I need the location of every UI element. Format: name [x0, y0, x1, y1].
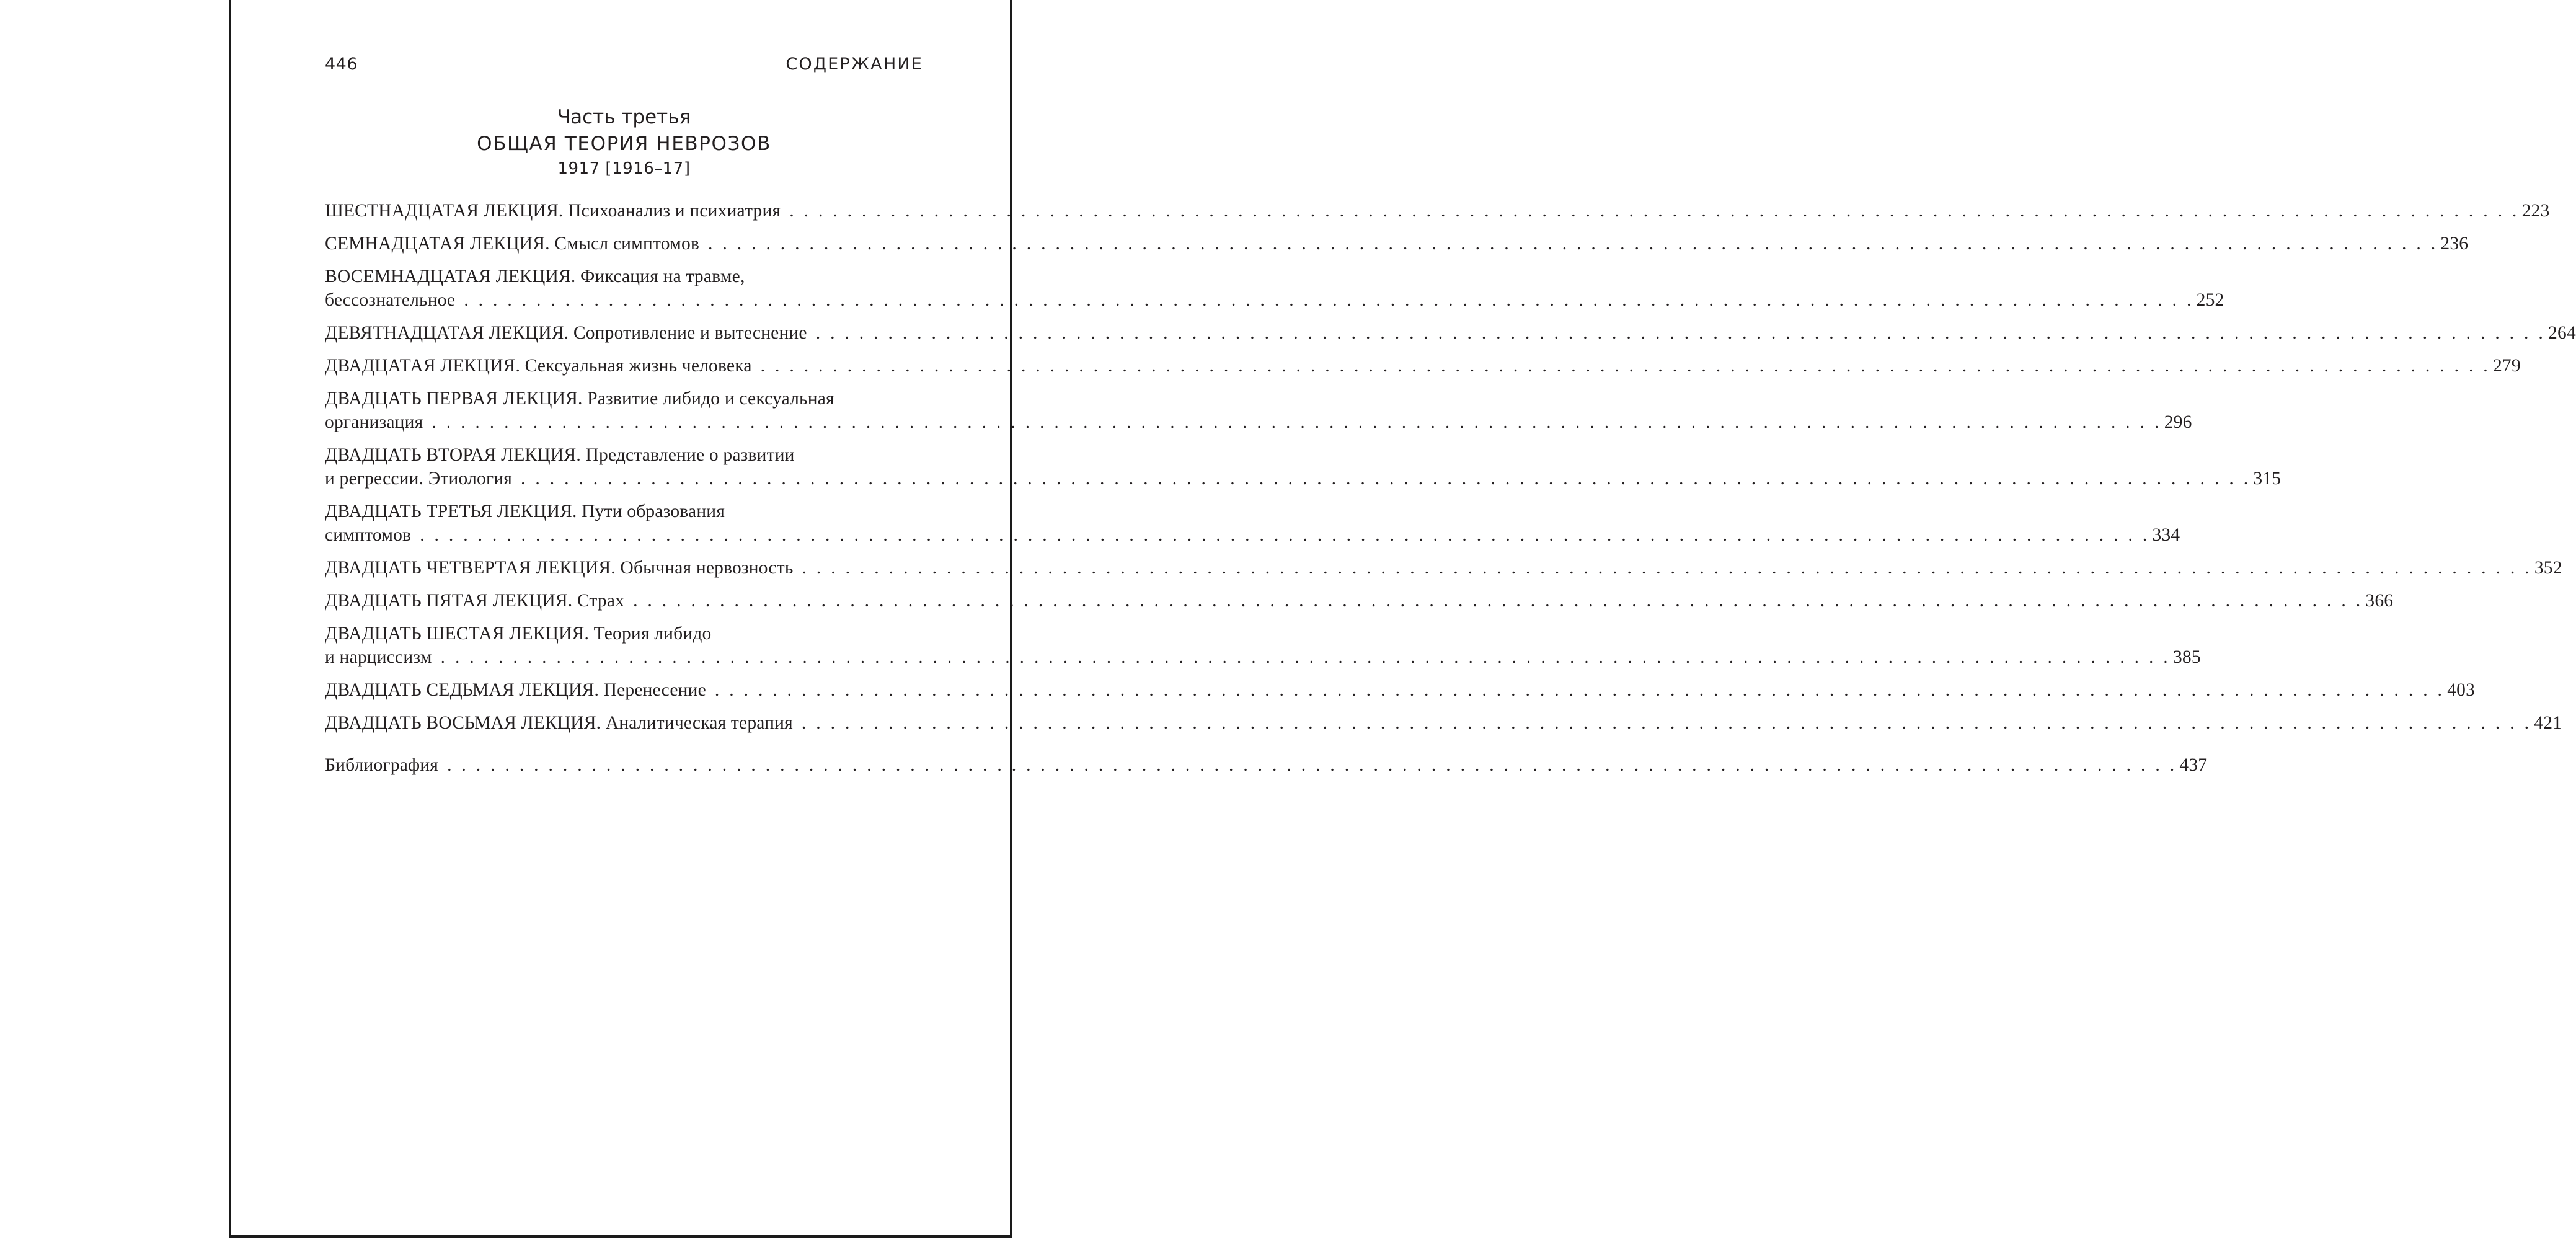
- toc-page-number: 437: [2179, 755, 2208, 775]
- toc-entry-title-line: ДВАДЦАТЬ ВТОРАЯ ЛЕКЦИЯ. Представление о развитии: [325, 445, 795, 465]
- toc-entry[interactable]: [325, 678, 2476, 702]
- toc-entry-title: ДВАДЦАТАЯ ЛЕКЦИЯ. Сексуальная жизнь человека: [325, 356, 752, 376]
- dot-leader: . . . . . . . . . . . . . . . . . . . . . . . . . . . . . . . . . . . . . . . . . . . . . . . . . . . . . . . . . . . . . . . . . . . . . . . . . . . . . . . . . . . . . . . . . . . . . . . . . . . . . . . . . . . . . . . . . . . . . . . .: [789, 201, 2520, 221]
- part-years: 1917 [1916–17]: [557, 159, 691, 178]
- toc-entry[interactable]: [325, 321, 2576, 345]
- toc-entry-line: [325, 288, 2224, 312]
- toc-entry-line: [325, 523, 2180, 547]
- part-title: ОБЩАЯ ТЕОРИЯ НЕВРОЗОВ: [477, 133, 771, 155]
- dot-leader: . . . . . . . . . . . . . . . . . . . . . . . . . . . . . . . . . . . . . . . . . . . . . . . . . . . . . . . . . . . . . . . . . . . . . . . . . . . . . . . . . . . . . . . . . . . . . . . . . . . . . . . . . . . . . . . . . . . . . . . .: [714, 680, 2445, 700]
- dot-leader: . . . . . . . . . . . . . . . . . . . . . . . . . . . . . . . . . . . . . . . . . . . . . . . . . . . . . . . . . . . . . . . . . . . . . . . . . . . . . . . . . . . . . . . . . . . . . . . . . . . . . . . . . . . . . . . . . . . . . . . .: [440, 647, 2171, 667]
- toc-entry-title: симптомов: [325, 525, 412, 545]
- toc-entry-line: [325, 199, 2550, 223]
- table-of-contents: [325, 199, 2576, 786]
- toc-entry[interactable]: [325, 354, 2521, 378]
- toc-entry[interactable]: [325, 199, 2550, 223]
- toc-entry-line: [325, 556, 2562, 580]
- part-heading: [325, 104, 923, 180]
- toc-entry[interactable]: [325, 711, 2562, 735]
- dot-leader: . . . . . . . . . . . . . . . . . . . . . . . . . . . . . . . . . . . . . . . . . . . . . . . . . . . . . . . . . . . . . . . . . . . . . . . . . . . . . . . . . . . . . . . . . . . . . . . . . . . . . . . . . . . . . . . . . . . . . . . .: [447, 755, 2177, 775]
- toc-entry-title: и регрессии. Этиология: [325, 469, 513, 489]
- page-number: 446: [325, 55, 358, 74]
- toc-entry-title: ШЕСТНАДЦАТАЯ ЛЕКЦИЯ. Психоанализ и психиатрия: [325, 201, 781, 221]
- toc-page-number: 264: [2548, 323, 2576, 343]
- dot-leader: . . . . . . . . . . . . . . . . . . . . . . . . . . . . . . . . . . . . . . . . . . . . . . . . . . . . . . . . . . . . . . . . . . . . . . . . . . . . . . . . . . . . . . . . . . . . . . . . . . . . . . . . . . . . . . . . . . . . . . . .: [633, 591, 2363, 611]
- toc-entry-line: [325, 232, 2469, 255]
- toc-entry[interactable]: [325, 589, 2394, 613]
- toc-entry-line: [325, 678, 2476, 702]
- toc-entry-title-line: ВОСЕМНАДЦАТАЯ ЛЕКЦИЯ. Фиксация на травме,: [325, 267, 745, 286]
- dot-leader: . . . . . . . . . . . . . . . . . . . . . . . . . . . . . . . . . . . . . . . . . . . . . . . . . . . . . . . . . . . . . . . . . . . . . . . . . . . . . . . . . . . . . . . . . . . . . . . . . . . . . . . . . . . . . . . . . . . . . . . .: [708, 234, 2438, 254]
- toc-page-number: 421: [2534, 713, 2562, 733]
- toc-entry-title: ДВАДЦАТЬ ЧЕТВЕРТАЯ ЛЕКЦИЯ. Обычная нервозность: [325, 558, 794, 578]
- part-label: Часть третья: [557, 106, 691, 128]
- toc-entry[interactable]: [325, 556, 2562, 580]
- toc-entry-title-line: ДВАДЦАТЬ ПЕРВАЯ ЛЕКЦИЯ. Развитие либидо и сексуальная: [325, 389, 834, 409]
- running-head: [325, 55, 923, 79]
- toc-entry[interactable]: [325, 622, 2201, 669]
- toc-entry-title: ДВАДЦАТЬ ВОСЬМАЯ ЛЕКЦИЯ. Аналитическая терапия: [325, 713, 793, 733]
- toc-entry-line: [325, 321, 2576, 345]
- toc-page-number: 296: [2164, 412, 2192, 432]
- dot-leader: . . . . . . . . . . . . . . . . . . . . . . . . . . . . . . . . . . . . . . . . . . . . . . . . . . . . . . . . . . . . . . . . . . . . . . . . . . . . . . . . . . . . . . . . . . . . . . . . . . . . . . . . . . . . . . . . . . . . . . . .: [815, 323, 2546, 343]
- toc-page-number: 366: [2365, 591, 2394, 611]
- toc-page-number: 279: [2492, 356, 2521, 376]
- book-page: [229, 0, 2576, 1238]
- toc-entry-title-line: ДВАДЦАТЬ ТРЕТЬЯ ЛЕКЦИЯ. Пути образования: [325, 502, 725, 521]
- toc-entry-line: [325, 410, 2192, 434]
- toc-entry-title-line: ДВАДЦАТЬ ШЕСТАЯ ЛЕКЦИЯ. Теория либидо: [325, 624, 712, 644]
- toc-entry-line: [325, 645, 2201, 669]
- toc-entry[interactable]: [325, 265, 2224, 312]
- toc-entry-title: Библиография: [325, 755, 439, 775]
- dot-leader: . . . . . . . . . . . . . . . . . . . . . . . . . . . . . . . . . . . . . . . . . . . . . . . . . . . . . . . . . . . . . . . . . . . . . . . . . . . . . . . . . . . . . . . . . . . . . . . . . . . . . . . . . . . . . . . . . . . . . . . .: [801, 713, 2532, 733]
- dot-leader: . . . . . . . . . . . . . . . . . . . . . . . . . . . . . . . . . . . . . . . . . . . . . . . . . . . . . . . . . . . . . . . . . . . . . . . . . . . . . . . . . . . . . . . . . . . . . . . . . . . . . . . . . . . . . . . . . . . . . . . .: [802, 558, 2532, 578]
- toc-entry[interactable]: [325, 387, 2192, 434]
- toc-page-number: 352: [2534, 558, 2562, 578]
- toc-entry[interactable]: [325, 232, 2469, 255]
- toc-page-number: 403: [2447, 680, 2476, 700]
- toc-page-number: 334: [2152, 525, 2180, 545]
- toc-entry-line: [325, 354, 2521, 378]
- toc-entry-title: ДВАДЦАТЬ СЕДЬМАЯ ЛЕКЦИЯ. Перенесение: [325, 680, 706, 700]
- toc-entry-line: [325, 753, 2208, 777]
- toc-entry[interactable]: [325, 443, 2282, 490]
- section-title: СОДЕРЖАНИЕ: [786, 55, 923, 74]
- toc-entry-line: [325, 711, 2562, 735]
- dot-leader: . . . . . . . . . . . . . . . . . . . . . . . . . . . . . . . . . . . . . . . . . . . . . . . . . . . . . . . . . . . . . . . . . . . . . . . . . . . . . . . . . . . . . . . . . . . . . . . . . . . . . . . . . . . . . . . . . . . . . . . .: [432, 412, 2162, 432]
- dot-leader: . . . . . . . . . . . . . . . . . . . . . . . . . . . . . . . . . . . . . . . . . . . . . . . . . . . . . . . . . . . . . . . . . . . . . . . . . . . . . . . . . . . . . . . . . . . . . . . . . . . . . . . . . . . . . . . . . . . . . . . .: [760, 356, 2490, 376]
- toc-entry-title: бессознательное: [325, 290, 456, 310]
- toc-entry-line: [325, 467, 2282, 490]
- toc-entry[interactable]: [325, 500, 2180, 547]
- toc-page-number: 223: [2521, 201, 2550, 221]
- dot-leader: . . . . . . . . . . . . . . . . . . . . . . . . . . . . . . . . . . . . . . . . . . . . . . . . . . . . . . . . . . . . . . . . . . . . . . . . . . . . . . . . . . . . . . . . . . . . . . . . . . . . . . . . . . . . . . . . . . . . . . . .: [420, 525, 2150, 545]
- toc-page-number: 315: [2253, 469, 2282, 489]
- toc-entry-title: СЕМНАДЦАТАЯ ЛЕКЦИЯ. Смысл симптомов: [325, 234, 700, 254]
- toc-entry-title: организация: [325, 412, 423, 432]
- toc-page-number: 385: [2172, 647, 2201, 667]
- toc-entry-title: ДВАДЦАТЬ ПЯТАЯ ЛЕКЦИЯ. Страх: [325, 591, 625, 611]
- toc-entry[interactable]: [325, 753, 2208, 777]
- dot-leader: . . . . . . . . . . . . . . . . . . . . . . . . . . . . . . . . . . . . . . . . . . . . . . . . . . . . . . . . . . . . . . . . . . . . . . . . . . . . . . . . . . . . . . . . . . . . . . . . . . . . . . . . . . . . . . . . . . . . . . . .: [464, 290, 2194, 310]
- dot-leader: . . . . . . . . . . . . . . . . . . . . . . . . . . . . . . . . . . . . . . . . . . . . . . . . . . . . . . . . . . . . . . . . . . . . . . . . . . . . . . . . . . . . . . . . . . . . . . . . . . . . . . . . . . . . . . . . . . . . . . . .: [521, 469, 2251, 489]
- toc-page-number: 236: [2440, 234, 2469, 254]
- toc-entry-title: и нарциссизм: [325, 647, 432, 667]
- toc-entry-line: [325, 589, 2394, 613]
- toc-page-number: 252: [2196, 290, 2224, 310]
- toc-entry-title: ДЕВЯТНАДЦАТАЯ ЛЕКЦИЯ. Сопротивление и вытеснение: [325, 323, 807, 343]
